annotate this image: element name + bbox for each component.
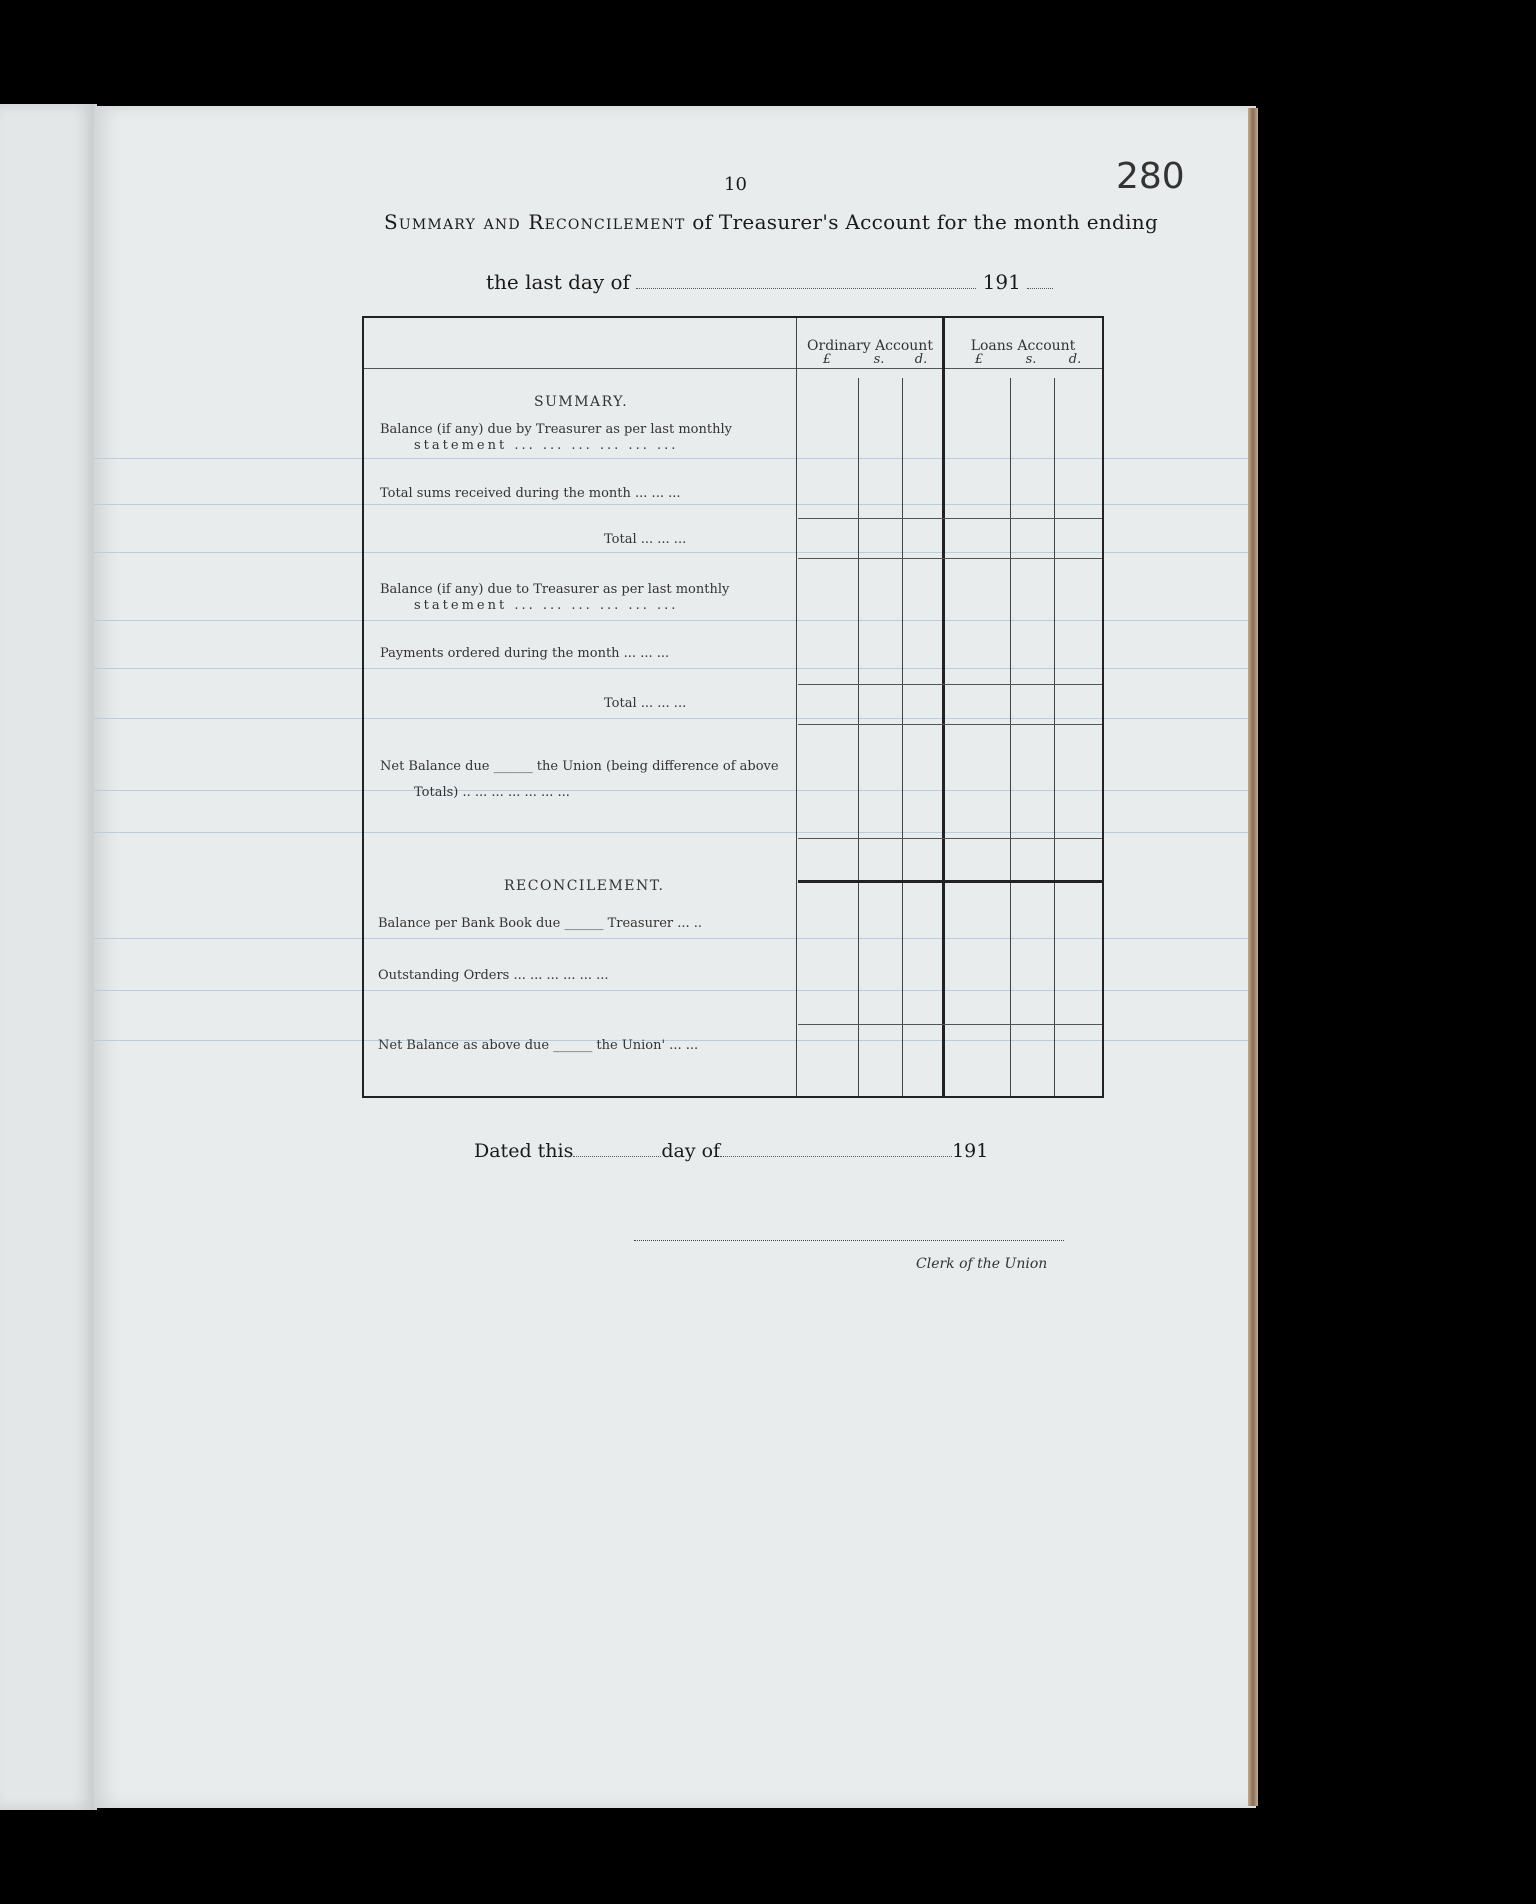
sum-rule: [798, 838, 1102, 839]
reconcilement-row-2: Outstanding Orders ... ... ... ... ... ...: [378, 968, 609, 983]
sum-rule: [798, 684, 1102, 685]
summary-row-4-line2: statement ... ... ... ... ... ...: [414, 598, 679, 613]
summary-row-total-1: Total ... ... ...: [604, 532, 687, 547]
blank-line: [720, 1154, 952, 1157]
summary-row-2: Total sums received during the month ... ... ...: [380, 486, 681, 501]
sum-rule: [798, 724, 1102, 725]
reconcilement-row-3: Net Balance as above due ______ the Union' ... ...: [378, 1038, 699, 1053]
pence-unit: d.: [914, 352, 928, 367]
page-number: 280: [1116, 156, 1185, 197]
title-smallcaps: Summary and Reconcilement: [384, 210, 686, 234]
summary-row-4-line1: Balance (if any) due to Treasurer as per last monthly: [380, 582, 730, 597]
facing-page: [0, 104, 97, 1810]
column-rule: [796, 318, 797, 1096]
page-edge: [1248, 108, 1258, 1806]
page-title: [384, 210, 1158, 234]
reconcilement-heading: RECONCILEMENT.: [504, 878, 665, 894]
ordinary-account-header: Ordinary Account: [807, 338, 933, 354]
summary-row-5: Payments ordered during the month ... ... ...: [380, 646, 670, 661]
month-line-year: 191: [982, 270, 1021, 294]
summary-row-1-line1: Balance (if any) due by Treasurer as per last monthly: [380, 422, 732, 437]
summary-row-net: [380, 754, 779, 806]
month-line: [486, 270, 1053, 294]
reconcilement-row-1: Balance per Bank Book due ______ Treasurer ... ..: [378, 916, 703, 931]
pound-unit: £: [822, 352, 832, 367]
loans-account-header: Loans Account: [970, 338, 1076, 354]
column-rule: [1054, 378, 1055, 1096]
pence-unit: d.: [1068, 352, 1082, 367]
title-rest: of Treasurer's Account for the month ending: [692, 210, 1159, 234]
summary-row-net-line1: Net Balance due ______ the Union (being difference of above: [380, 759, 779, 774]
pound-unit: £: [974, 352, 984, 367]
account-form: [362, 316, 1104, 1098]
blank-line: [636, 286, 976, 289]
summary-row-total-2: Total ... ... ...: [604, 696, 687, 711]
column-rule: [902, 378, 903, 1096]
sum-rule: [798, 558, 1102, 559]
folio-number: 10: [724, 174, 747, 195]
dated-line: [474, 1140, 988, 1162]
signature-caption: Clerk of the Union: [916, 1256, 1048, 1272]
summary-row-1-line2: statement ... ... ... ... ... ...: [414, 438, 679, 453]
sum-rule: [798, 518, 1102, 519]
signature-line: [634, 1240, 1064, 1241]
shilling-unit: s.: [1025, 352, 1037, 367]
blank-line: [1027, 286, 1053, 289]
column-rule: [1010, 378, 1011, 1096]
summary-row-4: [380, 582, 729, 614]
dated-prefix: Dated this: [474, 1140, 574, 1162]
column-rule: [942, 318, 945, 1096]
summary-row-net-line2: Totals) .. ... ... ... ... ... ...: [414, 785, 570, 800]
shilling-unit: s.: [873, 352, 885, 367]
section-rule: [798, 880, 1102, 883]
header-rule: [364, 368, 1102, 369]
dated-year: 191: [952, 1140, 989, 1162]
sum-rule: [798, 1024, 1102, 1025]
summary-row-1: [380, 422, 732, 454]
column-rule: [858, 378, 859, 1096]
month-line-prefix: the last day of: [486, 270, 630, 294]
dated-mid: day of: [661, 1140, 721, 1162]
blank-line: [573, 1154, 661, 1157]
summary-heading: SUMMARY.: [534, 394, 629, 410]
